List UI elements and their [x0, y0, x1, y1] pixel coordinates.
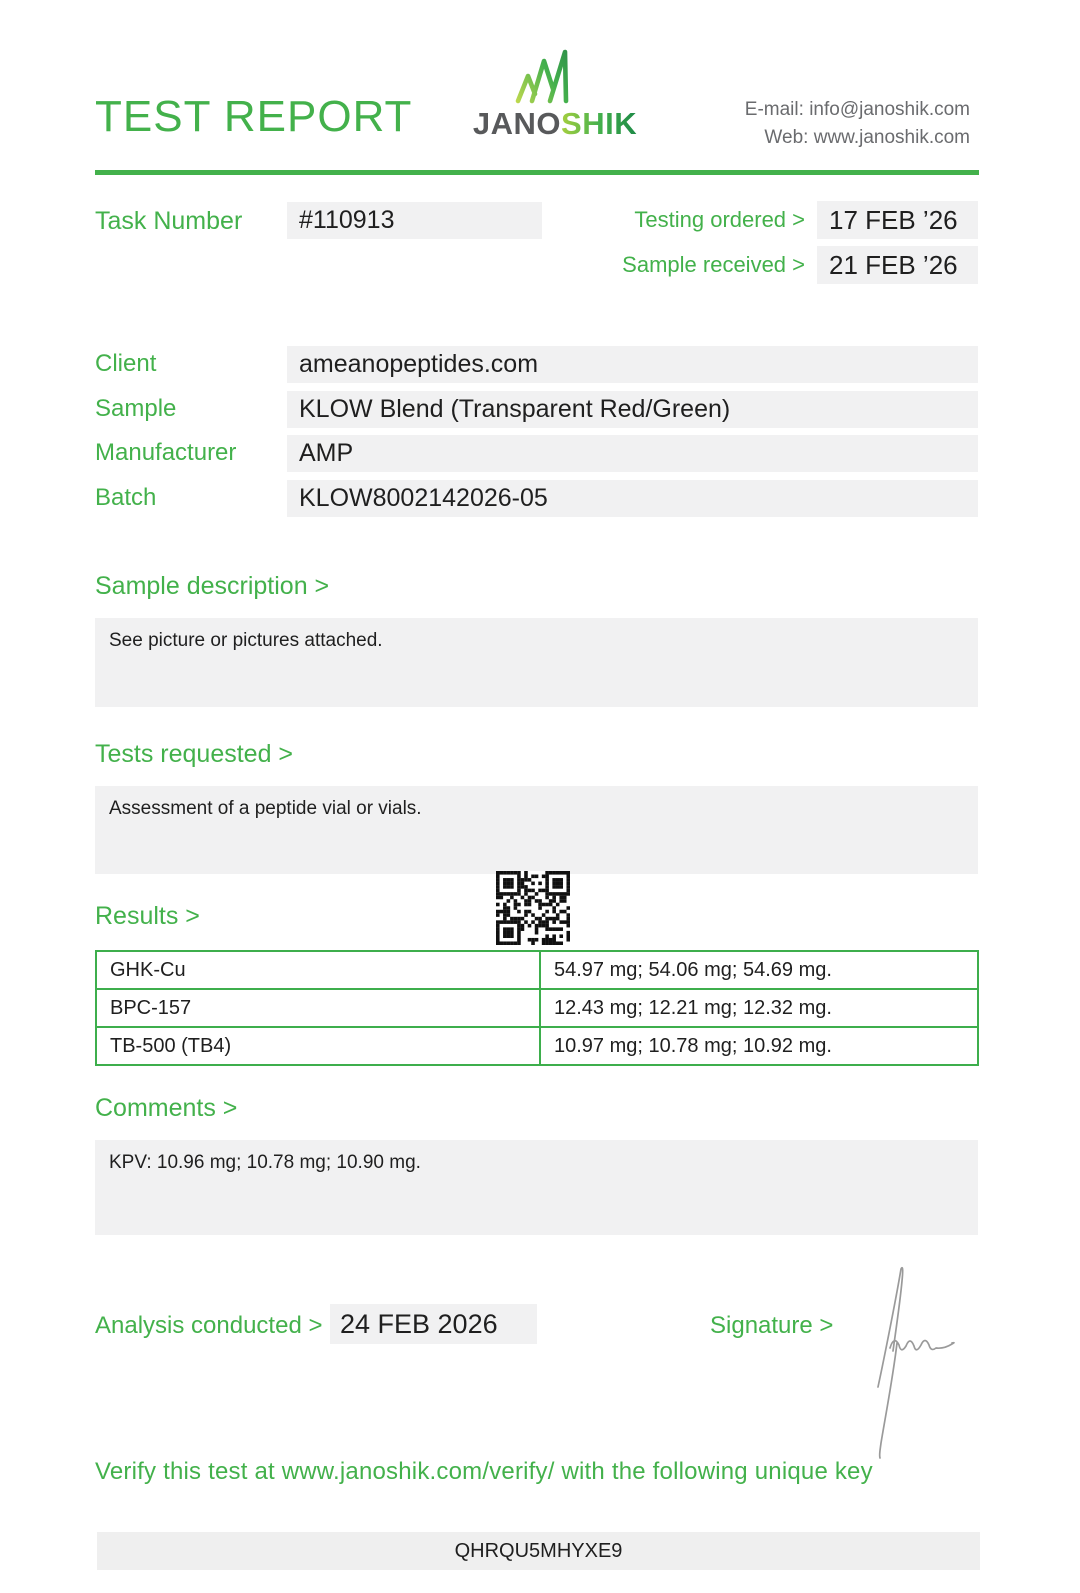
- signature-label: Signature >: [710, 1312, 834, 1339]
- verify-text: Verify this test at www.janoshik.com/verify/ with the following unique key: [95, 1458, 873, 1485]
- batch-label: Batch: [95, 484, 157, 511]
- email-line: [745, 96, 970, 124]
- task-number-label: Task Number: [95, 207, 243, 235]
- sample-value: KLOW Blend (Transparent Red/Green): [287, 391, 978, 428]
- results-heading: Results >: [95, 902, 200, 930]
- task-number-value: #110913: [287, 202, 542, 239]
- email-value: info@janoshik.com: [809, 99, 970, 120]
- comments-heading: Comments >: [95, 1094, 238, 1122]
- janoshik-logo-icon: [508, 47, 604, 105]
- result-name: GHK-Cu: [96, 951, 540, 989]
- sample-description-body: See picture or pictures attached.: [95, 618, 978, 707]
- sample-received-label: Sample received >: [622, 252, 805, 277]
- sample-description-heading: Sample description >: [95, 572, 330, 600]
- client-value: ameanopeptides.com: [287, 346, 978, 383]
- header-divider: [95, 170, 979, 175]
- manufacturer-value: AMP: [287, 435, 978, 472]
- result-values: 54.97 mg; 54.06 mg; 54.69 mg.: [540, 951, 978, 989]
- janoshik-logo-text: [455, 106, 655, 142]
- result-values: 10.97 mg; 10.78 mg; 10.92 mg.: [540, 1027, 978, 1065]
- result-name: TB-500 (TB4): [96, 1027, 540, 1065]
- testing-ordered-value: 17 FEB ’26: [817, 201, 978, 239]
- client-label: Client: [95, 350, 157, 377]
- page-title: TEST REPORT: [95, 92, 413, 141]
- table-row: [96, 1027, 978, 1065]
- sample-received-value: 21 FEB ’26: [817, 246, 978, 284]
- signature-image: [850, 1255, 960, 1460]
- logo-text-dark: JANO: [472, 106, 562, 141]
- testing-ordered-label: Testing ordered >: [634, 207, 805, 232]
- contact-block: [745, 96, 970, 152]
- logo-text-green: SHIK: [561, 106, 638, 141]
- sample-label: Sample: [95, 395, 177, 422]
- table-row: [96, 989, 978, 1027]
- analysis-conducted-label: Analysis conducted >: [95, 1312, 323, 1339]
- comments-body: KPV: 10.96 mg; 10.78 mg; 10.90 mg.: [95, 1140, 978, 1235]
- tests-requested-heading: Tests requested >: [95, 740, 294, 768]
- web-label: Web:: [764, 127, 809, 148]
- web-value: www.janoshik.com: [813, 127, 970, 148]
- results-table: [95, 950, 979, 1066]
- web-line: [745, 124, 970, 152]
- manufacturer-label: Manufacturer: [95, 439, 237, 466]
- batch-value: KLOW8002142026-05: [287, 480, 978, 517]
- tests-requested-body: Assessment of a peptide vial or vials.: [95, 786, 978, 874]
- result-values: 12.43 mg; 12.21 mg; 12.32 mg.: [540, 989, 978, 1027]
- table-row: [96, 951, 978, 989]
- qr-code: [496, 871, 570, 945]
- analysis-conducted-value: 24 FEB 2026: [330, 1304, 537, 1344]
- verify-key: QHRQU5MHYXE9: [97, 1532, 980, 1570]
- email-label: E-mail:: [744, 99, 804, 120]
- result-name: BPC-157: [96, 989, 540, 1027]
